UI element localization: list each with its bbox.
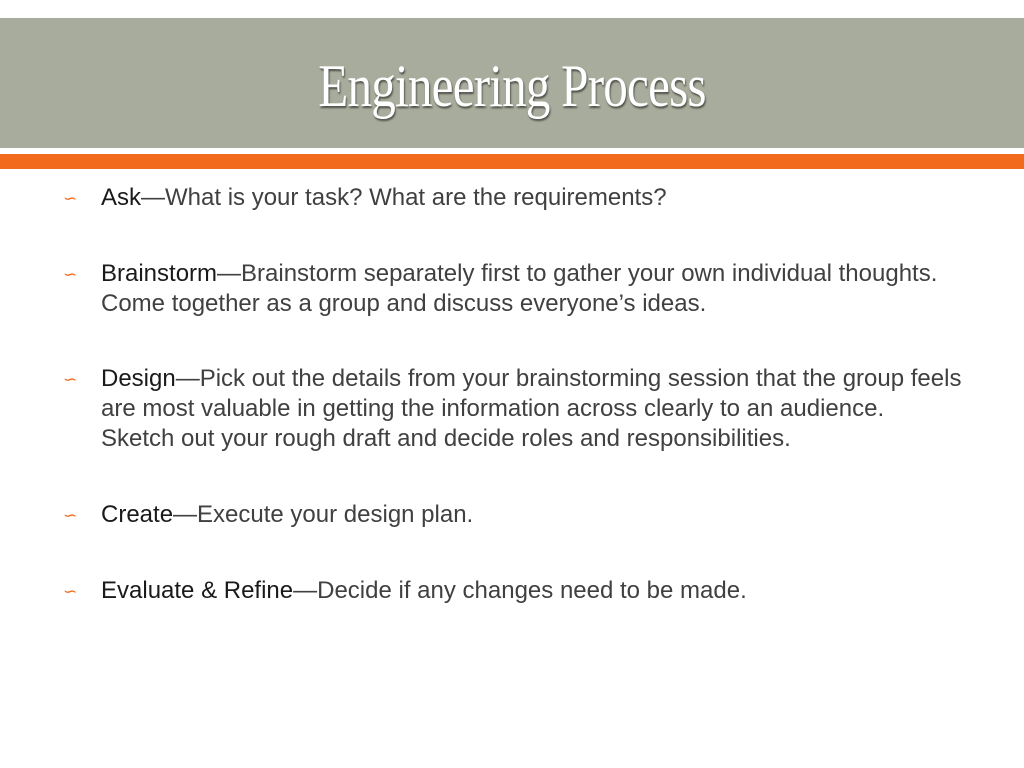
bullet-item-design — [0, 364, 1024, 454]
slide-title: Engineering Process — [318, 53, 706, 119]
title-band — [0, 18, 1024, 148]
bullet-description: —What is your task? What are the requirements? — [141, 184, 667, 211]
bullet-term: Evaluate & Refine — [101, 577, 294, 604]
bullet-description: —Execute your design plan. — [173, 501, 474, 528]
bullet-description: —Decide if any changes need to be made. — [293, 577, 747, 604]
swirl-bullet-icon: ∽ — [63, 370, 78, 390]
bullet-term: Brainstorm — [101, 260, 218, 287]
swirl-bullet-icon: ∽ — [63, 189, 78, 209]
accent-bar — [0, 154, 1024, 169]
bullet-term: Ask — [101, 184, 142, 211]
bullet-item-create — [0, 500, 1024, 530]
bullet-item-evaluate-refine — [0, 576, 1024, 606]
bullet-item-brainstorm — [0, 259, 1024, 319]
bullet-item-ask — [0, 183, 1024, 213]
bullet-term: Create — [101, 501, 174, 528]
swirl-bullet-icon: ∽ — [63, 582, 78, 602]
bullet-list — [0, 180, 1024, 606]
bullet-term: Design — [101, 365, 176, 392]
bullet-description: —Brainstorm separately first to gather your own individual thoughts. Come together as a group and discuss everyone’s ideas. — [101, 260, 938, 317]
swirl-bullet-icon: ∽ — [63, 506, 78, 526]
bullet-description: —Pick out the details from your brainstorming session that the group feels are most valuable in getting the information across clearly to an audience. Sketch out your rough draft and decide roles and responsibilities. — [101, 365, 962, 452]
swirl-bullet-icon: ∽ — [63, 265, 78, 285]
